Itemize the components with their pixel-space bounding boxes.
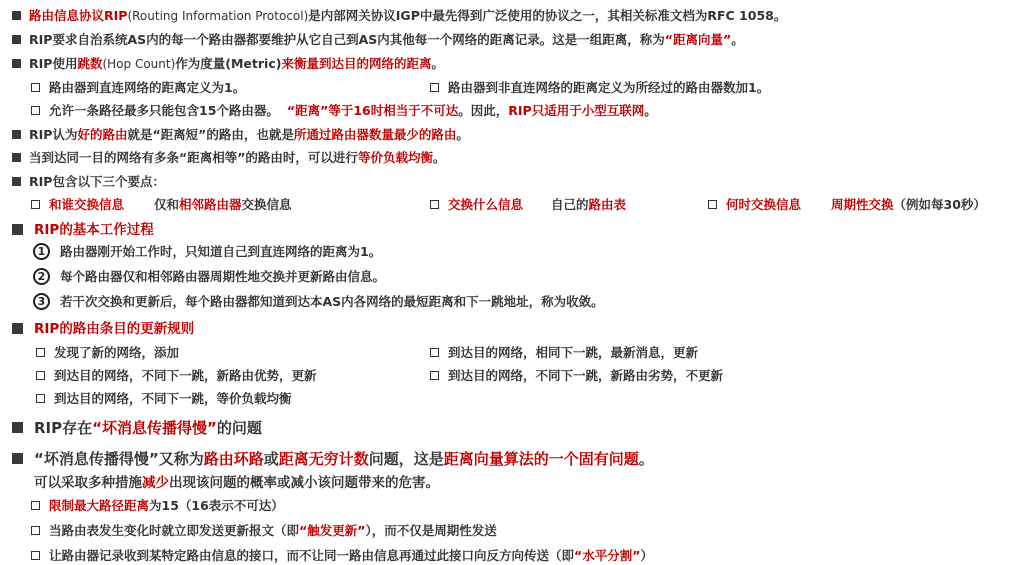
square-bullet-icon: [12, 59, 21, 68]
square-bullet-icon: [12, 11, 21, 20]
square-bullet-icon: [12, 224, 23, 235]
step-3: 3 若干次交换和更新后，每个路由器都知道到达本AS内各网络的最短距离和下一跳地址，称为收敛。: [33, 292, 604, 311]
rule-diff-hop-worse: 到达目的网络，不同下一跳，新路由劣势，不更新: [430, 366, 723, 384]
checkbox-icon: [31, 501, 40, 510]
item-max-15-routers: 允许一条路径最多只能包含15个路由器。 “距离”等于16时相当于不可达。因此，RIP只适用于小型互联网。: [31, 101, 657, 119]
measure-max-distance: 限制最大路径距离为15（16表示不可达）: [31, 496, 284, 514]
square-bullet-icon: [12, 130, 21, 139]
measure-triggered-update: 当路由表发生变化时就立即发送更新报文（即“触发更新”），而不仅是周期性发送: [31, 521, 497, 539]
heading-bad-news: RIP存在“坏消息传播得慢”的问题: [12, 417, 262, 438]
circled-number-icon: 1: [33, 243, 50, 260]
circled-number-icon: 3: [33, 293, 50, 310]
checkbox-icon: [36, 371, 45, 380]
line-rip-definition: 路由信息协议RIP(Routing Information Protocol)是内部网关协议IGP中最先得到广泛使用的协议之一，其相关标准文档为RFC 1058。: [12, 6, 786, 24]
checkbox-icon: [31, 526, 40, 535]
rule-same-next-hop: 到达目的网络，相同下一跳，最新消息，更新: [430, 343, 698, 361]
measure-split-horizon: 让路由器记录收到某特定路由信息的接口，而不让同一路由信息再通过此接口向反方向传送（即“水平分割”）: [31, 546, 653, 564]
checkbox-icon: [430, 371, 439, 380]
square-bullet-icon: [12, 153, 21, 162]
heading-basic-process: RIP的基本工作过程: [12, 218, 154, 238]
rule-new-network: 发现了新的网络，添加: [36, 343, 179, 361]
square-bullet-icon: [12, 35, 21, 44]
checkbox-icon: [31, 106, 40, 115]
checkbox-icon: [36, 348, 45, 357]
step-2: 2 每个路由器仅和相邻路由器周期性地交换并更新路由信息。: [33, 267, 385, 286]
rule-diff-hop-equal: 到达目的网络，不同下一跳，等价负载均衡: [36, 389, 292, 407]
line-three-points: RIP包含以下三个要点：: [12, 172, 165, 190]
line-load-balance: 当到达同一目的网络有多条“距离相等”的路由时，可以进行等价负载均衡。: [12, 148, 445, 166]
step-1: 1 路由器刚开始工作时，只知道自己到直连网络的距离为1。: [33, 242, 381, 261]
line-routing-loop: “坏消息传播得慢”又称为路由环路或距离无穷计数问题，这是距离向量算法的一个固有问题。: [12, 448, 654, 469]
square-bullet-icon: [12, 177, 21, 186]
square-bullet-icon: [12, 323, 23, 334]
checkbox-icon: [430, 200, 439, 209]
circled-number-icon: 2: [33, 268, 50, 285]
heading-update-rules: RIP的路由条目的更新规则: [12, 317, 194, 337]
item-direct-distance: 路由器到直连网络的距离定义为1。: [31, 78, 245, 96]
checkbox-icon: [430, 348, 439, 357]
checkbox-icon: [708, 200, 717, 209]
point-what-info: 交换什么信息 自己的路由表: [430, 195, 626, 213]
line-mitigation: 可以采取多种措施减少出现该问题的概率或减小该问题带来的危害。: [34, 475, 439, 491]
square-bullet-icon: [12, 453, 23, 464]
checkbox-icon: [36, 394, 45, 403]
checkbox-icon: [31, 200, 40, 209]
point-when: 何时交换信息 周期性交换（例如每30秒）: [708, 195, 986, 213]
line-good-route: RIP认为好的路由就是“距离短”的路由，也就是所通过路由器数量最少的路由。: [12, 125, 469, 143]
line-hop-count: RIP使用跳数(Hop Count)作为度量(Metric)来衡量到达目的网络的距离。: [12, 54, 444, 72]
rule-diff-hop-better: 到达目的网络，不同下一跳，新路由优势，更新: [36, 366, 317, 384]
checkbox-icon: [31, 83, 40, 92]
item-indirect-distance: 路由器到非直连网络的距离定义为所经过的路由器数加1。: [430, 78, 769, 96]
point-with-whom: 和谁交换信息 仅和相邻路由器交换信息: [31, 195, 292, 213]
checkbox-icon: [430, 83, 439, 92]
checkbox-icon: [31, 551, 40, 560]
square-bullet-icon: [12, 422, 23, 433]
line-distance-vector: RIP要求自治系统AS内的每一个路由器都要维护从它自己到AS内其他每一个网络的距离记录。这是一组距离，称为“距离向量”。: [12, 30, 744, 48]
